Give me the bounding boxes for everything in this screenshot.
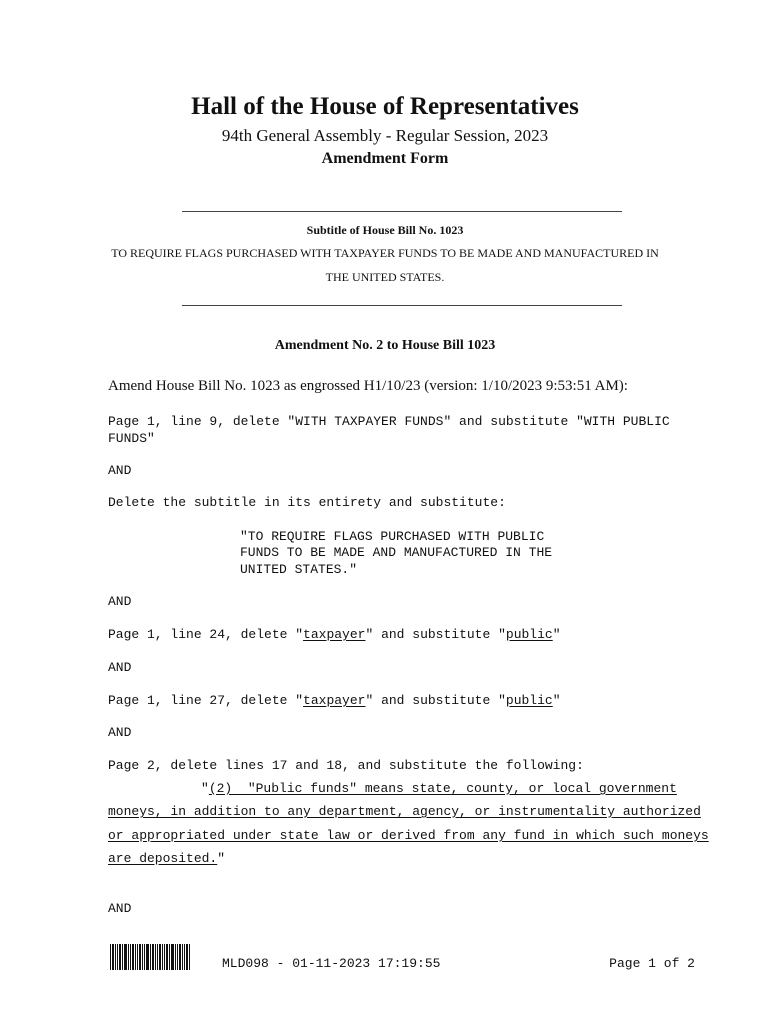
and-separator: AND (108, 660, 132, 675)
definition-text: (2) "Public funds" means state, county, or local government (208, 781, 677, 796)
instruction-text: Page 1, line 27, delete " (108, 693, 304, 708)
and-separator: AND (108, 901, 132, 916)
subtitle-text-line2: THE UNITED STATES. (325, 270, 445, 284)
definition-line2 (108, 804, 701, 820)
subtitle-heading: Subtitle of House Bill No. 1023 (306, 223, 464, 237)
instruction-text: " (552, 693, 561, 708)
instruction-1-line1: Page 1, line 9, delete "WITH TAXPAYER FUNDS" and substitute "WITH PUBLIC (108, 414, 670, 429)
substitute-subtitle-line3: UNITED STATES." (240, 562, 358, 577)
divider-bottom (182, 305, 622, 306)
close-quote: " (217, 851, 226, 866)
and-separator: AND (108, 594, 132, 609)
divider-top (182, 211, 622, 212)
instruction-1-line2: FUNDS" (108, 431, 155, 446)
deleted-word: taxpayer (303, 627, 366, 642)
substitute-subtitle-line2: FUNDS TO BE MADE AND MANUFACTURED IN THE (240, 545, 553, 560)
and-separator: AND (108, 463, 132, 478)
open-quote: " (201, 781, 209, 796)
definition-line1 (201, 781, 677, 797)
and-separator: AND (108, 725, 132, 740)
barcode-icon (110, 944, 198, 970)
definition-line4 (108, 851, 225, 867)
definition-text: or appropriated under state law or derived from any fund in which such moneys (108, 828, 709, 843)
inserted-word: public (505, 627, 553, 642)
form-type: Amendment Form (321, 150, 449, 167)
document-id: MLD098 - 01-11-2023 17:19:55 (222, 956, 441, 971)
instruction-text: " (552, 627, 561, 642)
instruction-5: Page 2, delete lines 17 and 18, and substitute the following: (108, 758, 584, 773)
amendment-heading: Amendment No. 2 to House Bill 1023 (274, 338, 496, 353)
instruction-3 (108, 627, 561, 643)
inserted-word: public (505, 693, 553, 708)
page-number: Page 1 of 2 (609, 956, 695, 971)
instruction-2: Delete the subtitle in its entirety and substitute: (108, 495, 506, 510)
deleted-word: taxpayer (303, 693, 366, 708)
session-line: 94th General Assembly - Regular Session, 2023 (221, 126, 549, 145)
instruction-text: " and substitute " (365, 627, 506, 642)
amendment-intro: Amend House Bill No. 1023 as engrossed H1/10/23 (version: 1/10/2023 9:53:51 AM): (108, 378, 628, 394)
substitute-subtitle-line1: "TO REQUIRE FLAGS PURCHASED WITH PUBLIC (240, 529, 545, 544)
definition-text: moneys, in addition to any department, agency, or instrumentality authorized (108, 804, 701, 819)
subtitle-text-line1: TO REQUIRE FLAGS PURCHASED WITH TAXPAYER FUNDS TO BE MADE AND MANUFACTURED IN (111, 246, 659, 260)
definition-line3 (108, 828, 709, 844)
definition-text: are deposited. (108, 851, 218, 866)
instruction-text: " and substitute " (365, 693, 506, 708)
instruction-4 (108, 693, 561, 709)
instruction-text: Page 1, line 24, delete " (108, 627, 304, 642)
page-title: Hall of the House of Representatives (191, 93, 579, 120)
